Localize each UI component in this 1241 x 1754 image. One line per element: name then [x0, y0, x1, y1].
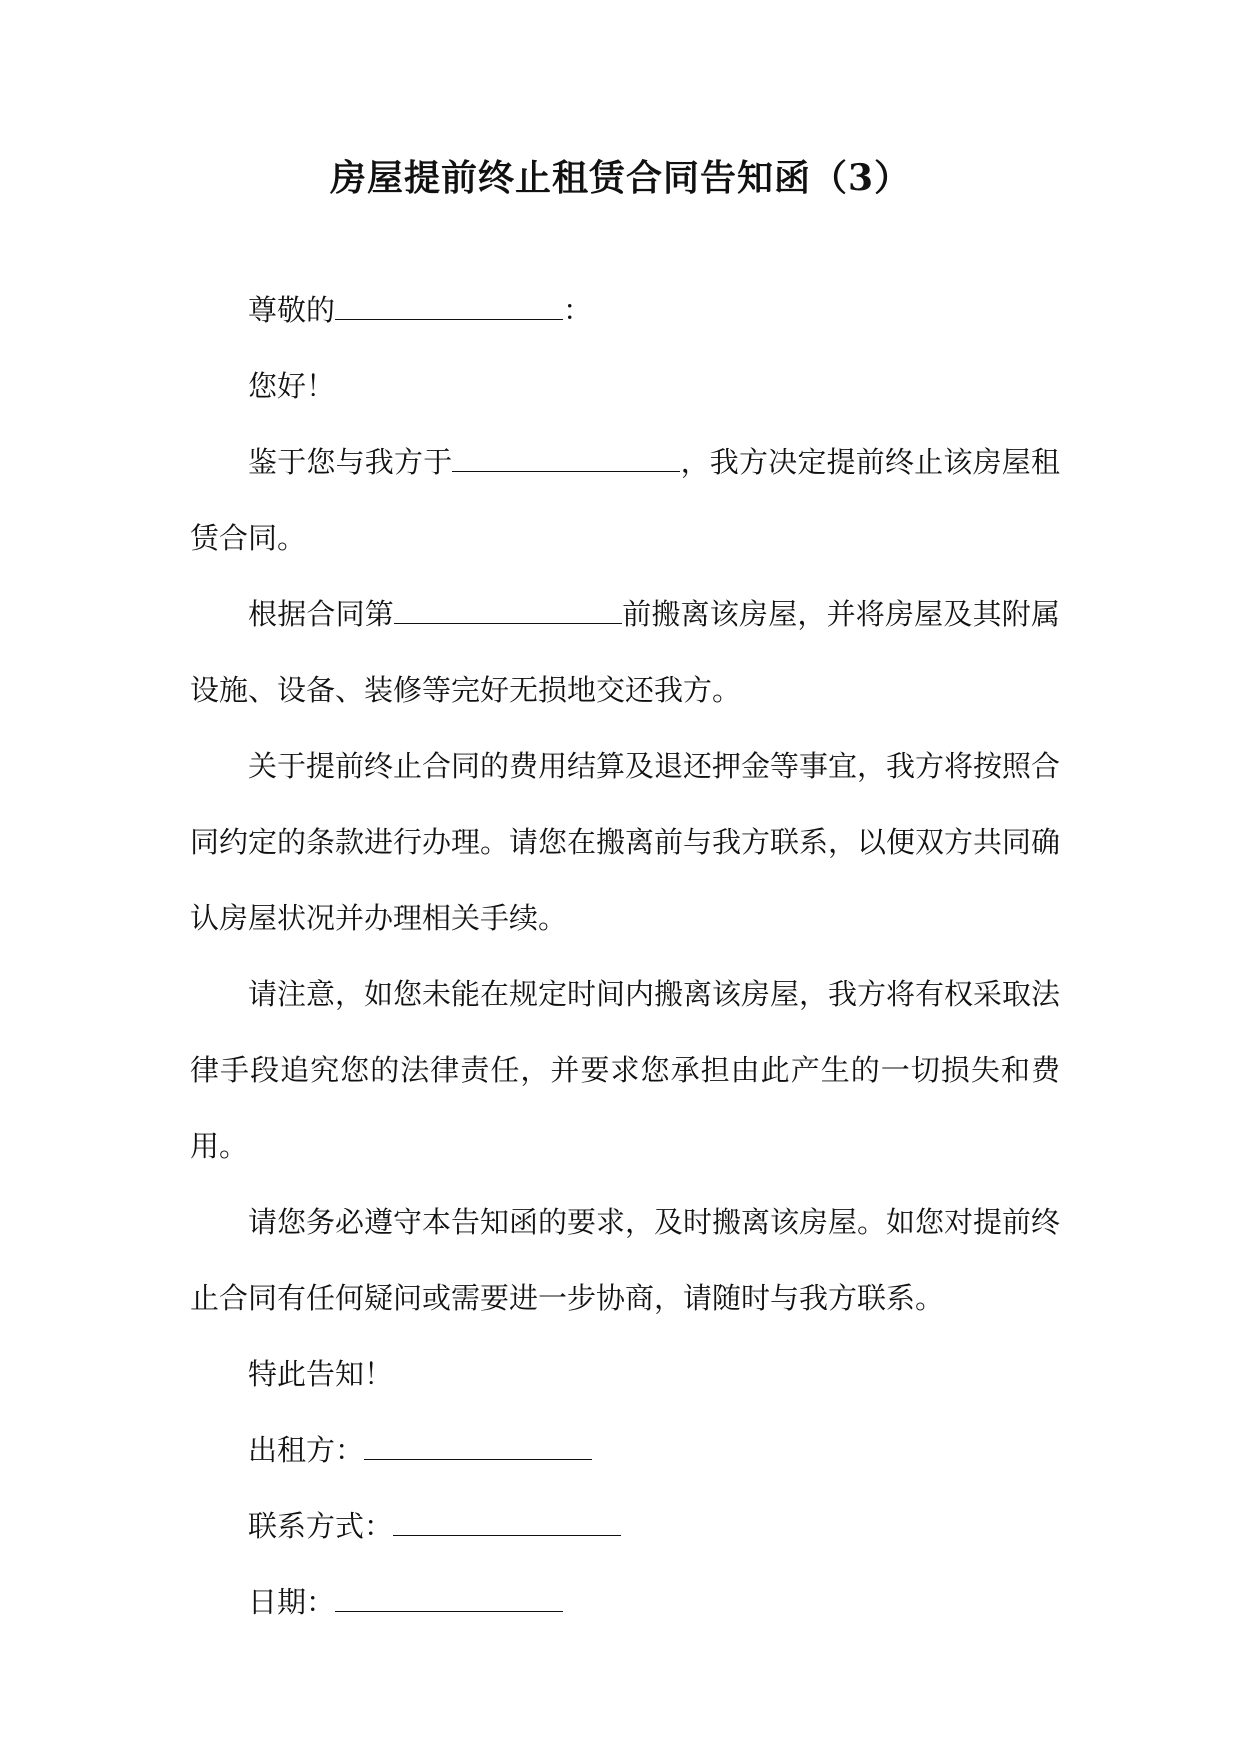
paragraph-2	[190, 576, 1060, 728]
lessor-label: 出租方：	[248, 1433, 365, 1467]
paragraph-1	[190, 424, 1060, 576]
document-body	[190, 272, 1060, 1640]
para1-suffix: ，我方决定提前终止该房屋租赁合同。	[190, 445, 1060, 555]
para2-prefix: 根据合同第	[248, 597, 394, 631]
contract-date-blank	[452, 449, 680, 472]
contact-blank	[393, 1513, 621, 1536]
recipient-blank	[335, 297, 563, 320]
document-title: 房屋提前终止租赁合同告知函（3）	[329, 157, 912, 199]
date-label: 日期：	[248, 1585, 336, 1619]
contact-line	[190, 1488, 1060, 1564]
salutation-prefix: 尊敬的	[248, 293, 336, 327]
paragraph-5: 请您务必遵守本告知函的要求，及时搬离该房屋。如您对提前终止合同有任何疑问或需要进一步协商，请随时与我方联系。	[190, 1205, 1061, 1315]
date-line	[190, 1564, 1060, 1640]
date-blank	[335, 1589, 563, 1612]
para1-prefix: 鉴于您与我方于	[248, 445, 453, 479]
greeting: 您好！	[248, 369, 336, 403]
paragraph-3: 关于提前终止合同的费用结算及退还押金等事宜，我方将按照合同约定的条款进行办理。请您在搬离前与我方联系，以便双方共同确认房屋状况并办理相关手续。	[190, 749, 1061, 935]
para2-suffix: 前搬离该房屋，并将房屋及其附属设施、设备、装修等完好无损地交还我方。	[190, 597, 1060, 707]
lessor-blank	[364, 1437, 592, 1460]
contact-label: 联系方式：	[248, 1509, 394, 1543]
contract-clause-blank	[394, 601, 622, 624]
closing: 特此告知！	[248, 1357, 394, 1391]
lessor-line	[190, 1412, 1060, 1488]
paragraph-4: 请注意，如您未能在规定时间内搬离该房屋，我方将有权采取法律手段追究您的法律责任，并要求您承担由此产生的一切损失和费用。	[190, 977, 1061, 1163]
salutation-suffix: ：	[563, 293, 593, 327]
salutation	[190, 272, 1060, 348]
